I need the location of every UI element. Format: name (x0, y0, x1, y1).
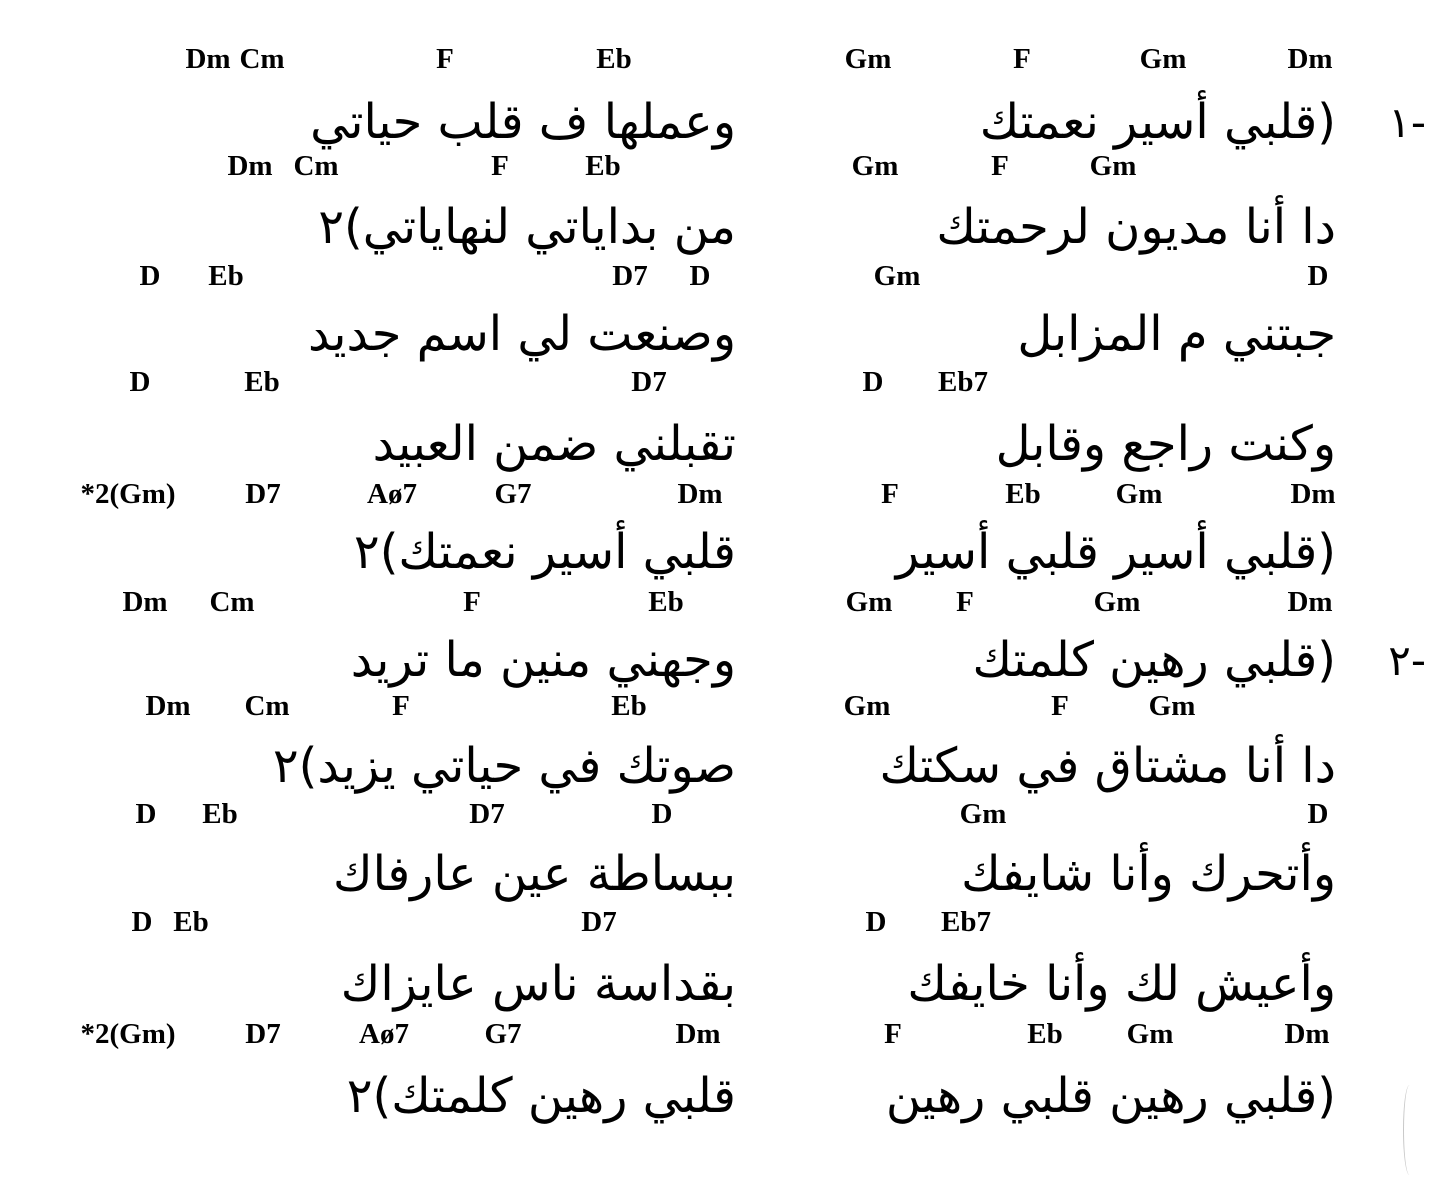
chord-label: Eb (1005, 478, 1041, 510)
lyric-line-left: بقداسة ناس عايزاك (340, 956, 736, 1012)
lyric-line-left: تقبلني ضمن العبيد (372, 416, 736, 472)
chord-label: Eb (1027, 1018, 1063, 1050)
chord-label: D (129, 366, 151, 398)
chord-label: Eb (596, 43, 632, 75)
lyric-line-right: وكنت راجع وقابل (995, 416, 1336, 472)
chord-label: Dm (227, 150, 273, 182)
chord-label: F (436, 43, 454, 75)
chord-label: Dm (122, 586, 168, 618)
chord-label: Gm (845, 586, 893, 618)
chord-label: Eb (611, 690, 647, 722)
lyric-line-right: وأتحرك وأنا شايفك (961, 846, 1336, 902)
chord-label: D (689, 260, 711, 292)
chord-label: D7 (581, 906, 617, 938)
lyric-line-right: دا أنا مشتاق في سكتك (879, 738, 1336, 794)
chord-label: Eb (648, 586, 684, 618)
chord-label: F (881, 478, 899, 510)
lyric-line-left: وجهني منين ما تريد (350, 632, 736, 688)
chord-label: Dm (1287, 586, 1333, 618)
chord-label: F (956, 586, 974, 618)
chord-label: D7 (245, 1018, 281, 1050)
lyric-line-left: وعملها ف قلب حياتي (310, 94, 736, 150)
chord-label: Gm (851, 150, 899, 182)
chord-label: D7 (631, 366, 667, 398)
chord-label: Dm (1284, 1018, 1330, 1050)
chord-label: Cm (244, 690, 290, 722)
chord-label: F (991, 150, 1009, 182)
chord-label: Eb (585, 150, 621, 182)
chord-label: D7 (469, 798, 505, 830)
chord-label: *2(Gm) (80, 478, 176, 510)
chord-label: Dm (145, 690, 191, 722)
chord-label: Eb7 (941, 906, 991, 938)
lyric-line-left: قلبي رهين كلمتك)٢ (346, 1068, 736, 1124)
chord-label: D (139, 260, 161, 292)
chord-label: F (392, 690, 410, 722)
chord-label: D7 (245, 478, 281, 510)
lyric-line-left: قلبي أسير نعمتك)٢ (353, 524, 736, 580)
verse-number: ١- (1388, 98, 1426, 147)
chord-label: Gm (1139, 43, 1187, 75)
chord-label: D (862, 366, 884, 398)
chord-label: Eb (173, 906, 209, 938)
chord-label: Gm (843, 690, 891, 722)
chord-label: D (1307, 260, 1329, 292)
chord-label: Eb (202, 798, 238, 830)
chord-label: D (865, 906, 887, 938)
chord-label: F (463, 586, 481, 618)
chord-label: Dm (677, 478, 723, 510)
chord-label: Aø7 (359, 1018, 409, 1050)
chord-label: Gm (1115, 478, 1163, 510)
chord-label: Cm (239, 43, 285, 75)
lyric-line-left: صوتك في حياتي يزيد)٢ (272, 738, 736, 794)
chord-label: Gm (1089, 150, 1137, 182)
chord-label: Gm (1148, 690, 1196, 722)
lyric-line-right: جبتني م المزابل (1017, 306, 1336, 362)
chord-label: F (1051, 690, 1069, 722)
chord-label: G7 (484, 1018, 522, 1050)
lyric-line-left: من بداياتي لنهاياتي)٢ (318, 199, 736, 255)
lyric-line-right: دا أنا مديون لرحمتك (936, 199, 1336, 255)
chord-label: F (1013, 43, 1031, 75)
chord-label: Cm (209, 586, 255, 618)
chord-label: Eb (208, 260, 244, 292)
chord-label: D (651, 798, 673, 830)
chord-label: D7 (612, 260, 648, 292)
page-edge-mark (1403, 1085, 1416, 1175)
lyric-line-left: وصنعت لي اسم جديد (307, 306, 736, 362)
verse-number: ٢- (1388, 636, 1426, 685)
chord-label: D (131, 906, 153, 938)
lyric-line-right: وأعيش لك وأنا خايفك (907, 956, 1336, 1012)
lyric-line-right: (قلبي أسير قلبي أسير (895, 524, 1336, 580)
chord-label: Dm (675, 1018, 721, 1050)
chord-label: Gm (844, 43, 892, 75)
chord-label: Gm (1126, 1018, 1174, 1050)
chord-label: G7 (494, 478, 532, 510)
chord-label: Aø7 (367, 478, 417, 510)
chord-label: Eb (244, 366, 280, 398)
lyric-line-right: (قلبي أسير نعمتك (979, 94, 1336, 150)
chord-label: Dm (185, 43, 231, 75)
chord-label: Gm (959, 798, 1007, 830)
chord-label: Dm (1290, 478, 1336, 510)
lyric-line-left: ببساطة عين عارفاك (333, 846, 736, 902)
chord-label: D (135, 798, 157, 830)
chord-label: Dm (1287, 43, 1333, 75)
chord-label: Gm (873, 260, 921, 292)
lyric-line-right: (قلبي رهين كلمتك (972, 632, 1336, 688)
chord-label: Gm (1093, 586, 1141, 618)
chord-label: F (884, 1018, 902, 1050)
chord-label: D (1307, 798, 1329, 830)
lyric-line-right: (قلبي رهين قلبي رهين (885, 1068, 1336, 1124)
chord-label: Cm (293, 150, 339, 182)
chord-label: F (491, 150, 509, 182)
chord-label: *2(Gm) (80, 1018, 176, 1050)
chord-label: Eb7 (938, 366, 988, 398)
